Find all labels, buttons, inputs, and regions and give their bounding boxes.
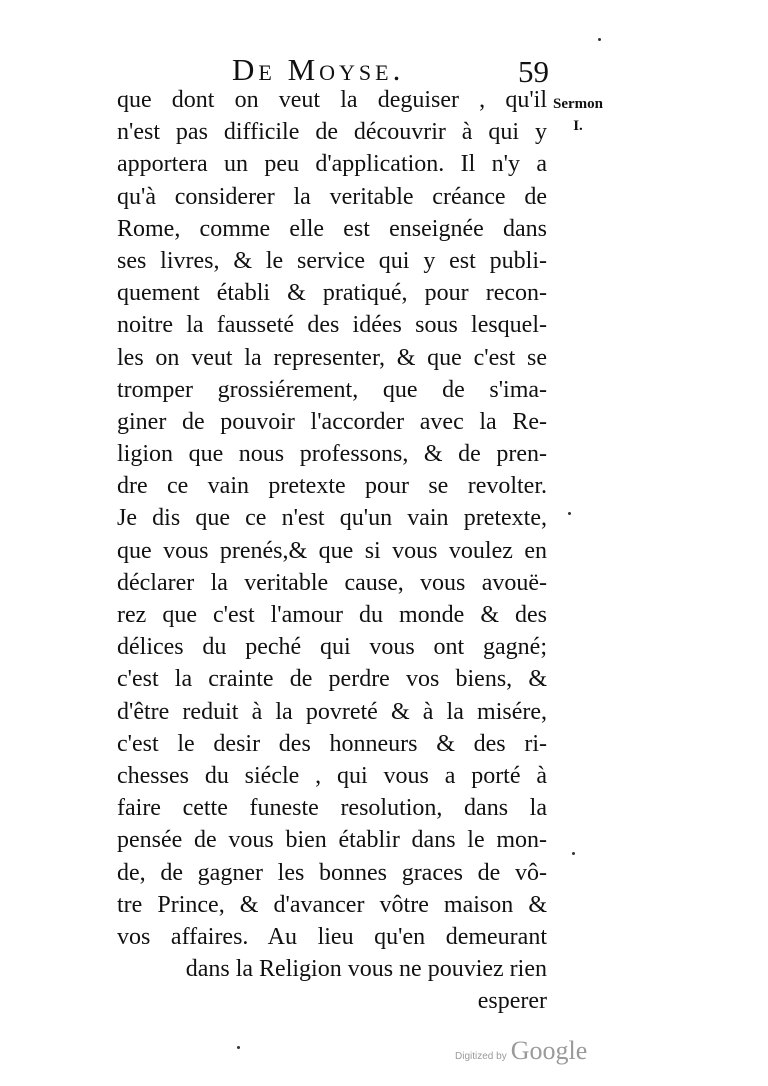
- digitized-by-text: Digitized by: [455, 1051, 507, 1062]
- scan-speck: [568, 512, 571, 515]
- margin-note-line1: Sermon: [553, 96, 603, 112]
- text-line: déclarer la veritable cause, vous avouë-: [117, 569, 547, 596]
- text-line: c'est la crainte de perdre vos biens, &: [117, 666, 547, 693]
- text-line: de, de gagner les bonnes graces de vô-: [117, 859, 547, 886]
- text-line: n'est pas difficile de découvrir à qui y: [117, 119, 547, 146]
- text-line: qu'à considerer la veritable créance de: [117, 183, 547, 210]
- running-title: De Moyse.: [232, 52, 405, 87]
- text-line: rez que c'est l'amour du monde & des: [117, 602, 547, 628]
- text-line: c'est le desir des honneurs & des ri-: [117, 730, 547, 757]
- digitization-watermark: [455, 1036, 587, 1066]
- text-line: tre Prince, & d'avancer vôtre maison &: [117, 891, 547, 918]
- text-line: d'être reduit à la povreté & à la misére,: [117, 698, 547, 725]
- text-line: Rome, comme elle est enseignée dans: [117, 215, 547, 242]
- margin-note: [553, 93, 603, 137]
- text-line: vos affaires. Au lieu qu'en demeurant: [117, 923, 547, 950]
- catchword: esperer: [477, 988, 547, 1015]
- scan-speck: [572, 852, 575, 855]
- text-line: noitre la fausseté des idées sous lesquel-: [117, 312, 547, 339]
- text-line: quement établi & pratiqué, pour recon-: [117, 280, 547, 307]
- text-line: apportera un peu d'application. Il n'y a: [117, 151, 547, 178]
- text-line: ses livres, & le service qui y est publi-: [117, 247, 547, 274]
- text-line: les on veut la representer, & que c'est se: [117, 344, 547, 371]
- scan-speck: [237, 1046, 240, 1049]
- text-line: délices du peché qui vous ont gagné;: [117, 634, 547, 661]
- text-line: Je dis que ce n'est qu'un vain pretexte,: [117, 505, 547, 532]
- text-line: dre ce vain pretexte pour se revolter.: [117, 473, 547, 500]
- text-line: giner de pouvoir l'accorder avec la Re-: [117, 408, 547, 435]
- text-line: faire cette funeste resolution, dans la: [117, 795, 547, 822]
- text-line: dans la Religion vous ne pouviez rien: [185, 956, 547, 983]
- scan-speck: [598, 38, 601, 41]
- google-brand: Google: [510, 1036, 588, 1065]
- text-line: ligion que nous professons, & de pren-: [117, 441, 547, 468]
- text-line: que vous prenés,& que si vous voulez en: [117, 537, 547, 564]
- text-line: pensée de vous bien établir dans le mon-: [117, 827, 547, 854]
- page-number: 59: [518, 54, 549, 89]
- text-line: tromper grossiérement, que de s'ima-: [117, 376, 547, 403]
- body-text: [117, 84, 547, 1017]
- text-line: chesses du siécle , qui vous a porté à: [117, 762, 547, 789]
- text-line: que dont on veut la deguiser , qu'il: [117, 87, 547, 113]
- margin-note-line2: I.: [573, 118, 583, 134]
